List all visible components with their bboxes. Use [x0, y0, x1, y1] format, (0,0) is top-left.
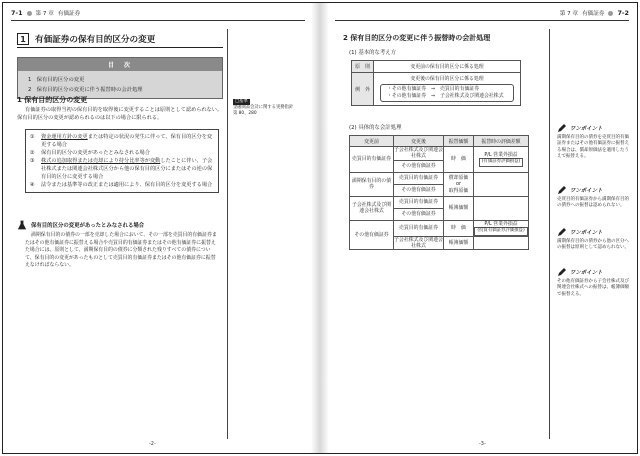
- gensoku-label: 原 則: [352, 61, 374, 73]
- after-cell: 売買目的有価証券: [394, 196, 444, 208]
- one-point-heading: [557, 185, 602, 195]
- gensoku-text: 変更前の保有目的区分に係る処理: [374, 61, 521, 73]
- column-header: 変更前: [350, 136, 394, 147]
- toc-item[interactable]: 2 保有目的区分の変更に伴う振替時の会計処理: [28, 87, 143, 93]
- left-folio: -2-: [149, 441, 156, 447]
- document-spread: [2, 2, 638, 454]
- reigai-line: ・その他有価証券 ⇒ 子会社株式及び関連会社株式: [387, 93, 504, 99]
- chapter-title: 有価証券の保有目的区分の変更: [35, 35, 156, 45]
- memo-paragraph: 満期保有目的の債券の一部を売却した場合において、その一部を売買目的有価証券またはその他有価証券に振替える場合や売買目的有価証券またはその他有価証券に振替えた場合には、原則として、満期保有目的の債券に分類された残りすべての債券について、保有目的の変更があったものとして売買目的有価証券またはその他有価証券に振替えなければならない。: [25, 232, 217, 269]
- pencil-icon: [557, 123, 567, 133]
- one-point-title: ワンポイント: [570, 126, 603, 132]
- diff-cell: [474, 172, 529, 196]
- case-text: したことに伴い、子会社株式または関連会社株式区分から他の保有目的区分にまたはその逆の保有目的区分に変更する場合: [41, 158, 213, 180]
- diff-label: P/L 営業外損益: [484, 152, 518, 158]
- chapter-rule: [17, 47, 223, 48]
- diff-cell: [474, 147, 529, 173]
- left-page: [3, 3, 311, 453]
- cases-box: [25, 129, 219, 193]
- diff-label: P/L 営業外損益: [484, 220, 518, 227]
- one-point-text: 満期保有目的の債券を売買目的有価証券またはその他有価証券に振替える場合は、償却原価法を適用したうえで振替える。: [557, 135, 629, 159]
- one-point-heading: [557, 267, 602, 277]
- one-point-text: その他有価証券から子会社株式及び関連会社株式への振替は、帳簿価額で振替える。: [557, 279, 629, 297]
- right-head-rule: [335, 20, 629, 21]
- one-point-title: ワンポイント: [570, 270, 603, 276]
- before-cell: 売買目的有価証券: [350, 147, 394, 173]
- pencil-icon: [557, 267, 567, 277]
- reference-note: [233, 99, 305, 117]
- accounting-table: [349, 135, 529, 250]
- one-point-title: ワンポイント: [570, 230, 603, 236]
- case-underlined: 資金運用方針の変更: [41, 134, 88, 140]
- chapter-heading: [17, 33, 155, 45]
- case-item: [30, 181, 214, 189]
- right-page: [329, 3, 637, 453]
- subsection-heading: (2) 具体的な会計処理: [349, 125, 402, 131]
- right-column-rule: [549, 29, 550, 439]
- after-cell: 売買目的有価証券: [394, 220, 444, 236]
- value-cell: [444, 172, 474, 196]
- pencil-icon: [557, 185, 567, 195]
- after-cell: 子会社株式及び関連会社株式: [394, 236, 443, 250]
- left-page-number: 7-1: [11, 9, 23, 17]
- diff-cell: [474, 196, 529, 220]
- memo-heading: [17, 220, 144, 230]
- value-line: or: [455, 181, 461, 188]
- after-cell: その他有価証券: [394, 208, 444, 220]
- diff-sub: (有価証券評価損益): [479, 158, 524, 166]
- column-header: 振替時の評価差額: [474, 136, 529, 147]
- chapter-number: 1: [17, 33, 29, 45]
- reigai-head: 変更後の保有目的区分に係る処理: [410, 76, 484, 82]
- pencil-icon: [557, 227, 567, 237]
- case-text: 法令または基準等の改正または適用により、保有目的区分を変更する場合: [41, 182, 213, 188]
- diff-sub: (投資有価証券評価損益): [474, 227, 527, 235]
- case-item: [30, 149, 214, 157]
- table-row: [350, 147, 529, 161]
- table-row: [350, 220, 529, 236]
- value-line: 取得原価: [448, 187, 469, 194]
- before-cell: その他有価証券: [350, 220, 394, 250]
- toc-title: 目 次: [18, 58, 222, 71]
- left-column-rule: [227, 29, 228, 439]
- right-chapter-label: 第 7 章: [559, 11, 579, 17]
- before-cell: 子会社株式及び関連会社株式: [350, 196, 394, 220]
- bullet-dot-icon: [27, 11, 32, 16]
- one-point-text: 満期保有目的の債券から他の区分への振替は原則として認められない。: [557, 239, 629, 251]
- principle-table: [351, 60, 521, 106]
- before-cell: 満期保有目的の債券: [350, 172, 394, 196]
- bullet-dot-icon: [608, 11, 613, 16]
- table-row: [350, 196, 529, 208]
- subsection-heading: (1) 基本的な考え方: [349, 50, 397, 56]
- case-text: 保有目的区分の変更があったとみなされる場合: [41, 150, 150, 156]
- right-page-number: 7-2: [617, 9, 629, 17]
- diff-cell: [474, 236, 529, 250]
- one-point-text: 売買目的有価証券から満期保有目的の債券への振替は認められない。: [557, 197, 629, 209]
- column-header: 振替価額: [444, 136, 474, 147]
- table-of-contents: [17, 57, 223, 99]
- left-running-head: [11, 9, 80, 17]
- section-heading: 2 保有目的区分の変更に伴う振替時の会計処理: [343, 34, 491, 42]
- reigai-label: 例 外: [352, 73, 374, 106]
- right-running-head: [560, 9, 629, 17]
- diff-cell: [474, 220, 529, 236]
- toc-item[interactable]: 1 保有目的区分の変更: [28, 77, 85, 83]
- value-cell: 帳簿価額: [444, 236, 474, 250]
- reference-line: 金融商品会計に関する実務指針: [233, 105, 294, 110]
- case-underlined: 株式の追加取得または売却により持分比率等が変動: [41, 158, 161, 164]
- case-mark: ②: [30, 150, 35, 156]
- right-chapter-title: 有価証券: [582, 11, 605, 17]
- section-heading: 1 保有目的区分の変更: [17, 96, 88, 104]
- after-cell: その他有価証券: [394, 184, 444, 196]
- after-cell: 子会社株式及び関連会社株式: [394, 147, 443, 160]
- case-item: [30, 157, 214, 181]
- table-row: [350, 172, 529, 184]
- left-chapter-title: 有価証券: [57, 11, 81, 17]
- value-cell: 時 価: [444, 220, 474, 236]
- left-head-rule: [11, 20, 305, 21]
- after-cell: 売買目的有価証券: [394, 172, 444, 184]
- memo-title: 保有目的区分の変更があったとみなされる場合: [31, 223, 145, 229]
- value-cell: 帳簿価額: [444, 196, 474, 220]
- case-item: [30, 133, 214, 149]
- flask-icon: [17, 220, 27, 230]
- right-folio: -3-: [479, 441, 486, 447]
- column-header: 変更後: [394, 136, 444, 147]
- case-mark: ④: [30, 182, 35, 188]
- case-mark: ③: [30, 158, 35, 164]
- reigai-line: ・その他有価証券 ⇒ 売買目的有価証券: [387, 86, 480, 92]
- reference-tag: □基準: [235, 99, 248, 104]
- one-point-heading: [557, 123, 602, 133]
- after-cell: その他有価証券: [394, 160, 444, 172]
- value-line: 償却原価: [448, 174, 469, 181]
- intro-paragraph: 有価証券の取得当初の保有目的を取得後に変更することは原則として認められない。保有目的区分の変更が認められるのは以下の場合に限られる。: [17, 107, 223, 121]
- one-point-heading: [557, 227, 602, 237]
- case-mark: ①: [30, 134, 35, 140]
- gutter: [311, 3, 329, 453]
- case-text: または特定の状況の発生に伴って、保有目的区分を変更する場合: [41, 134, 213, 148]
- one-point-title: ワンポイント: [570, 188, 603, 194]
- reference-line: 第 80、280: [233, 111, 257, 116]
- value-cell: 時 価: [444, 147, 474, 173]
- left-chapter-label: 第 7 章: [35, 11, 54, 17]
